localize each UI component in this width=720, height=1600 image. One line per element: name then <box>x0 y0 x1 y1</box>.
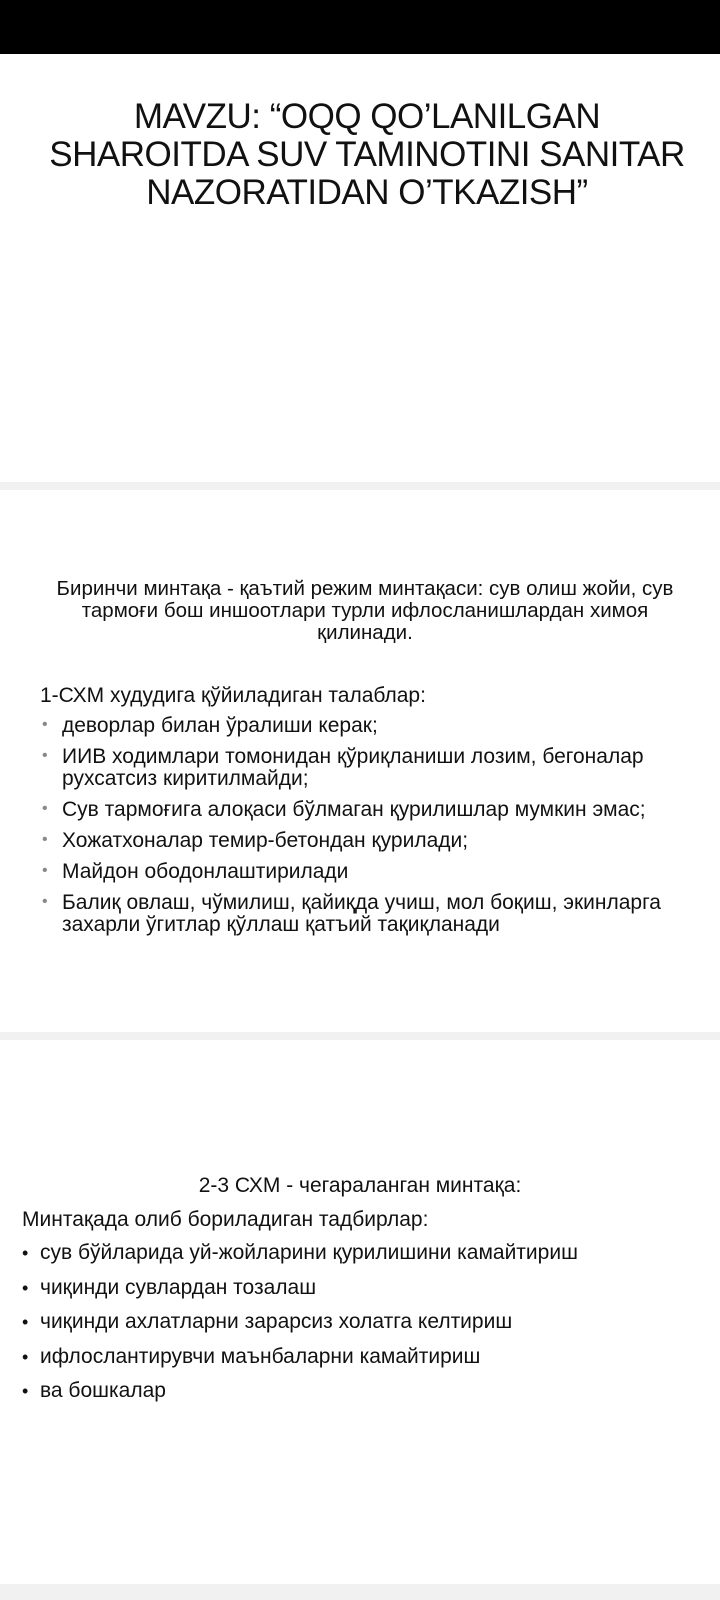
bullet-icon: • <box>42 893 48 910</box>
bullet-icon: • <box>22 1381 29 1401</box>
list-item-text: чиқинди ахлатларни зарарсиз холатга келтириш <box>40 1310 513 1333</box>
bullet-icon: • <box>42 831 48 848</box>
list-item <box>22 1241 702 1265</box>
list-item <box>22 1276 702 1300</box>
list-item <box>22 1310 702 1334</box>
slide-3 <box>0 1040 720 1584</box>
list-item-text: Хожатхоналар темир-бетондан қурилади; <box>62 829 469 852</box>
list-item <box>22 1379 702 1403</box>
list-item-text: ифлослантирувчи маънбаларни камайтириш <box>40 1344 481 1368</box>
bullet-icon: • <box>22 1243 29 1263</box>
slide-2 <box>0 490 720 1032</box>
list-item-text: сув бўйларида уй-жойларини қурилишини камайтириш <box>40 1241 578 1264</box>
bullet-icon: • <box>42 862 48 879</box>
list-item <box>40 799 690 821</box>
list-item-text: ва бошкалар <box>40 1379 166 1402</box>
list-item-text: ИИВ ходимлари томонидан қўриқланиши лозим, бегоналар рухсатсиз киритилмайди; <box>62 745 644 790</box>
list-item-text: деворлар билан ўралиши керак; <box>62 714 378 737</box>
bullet-icon: • <box>22 1277 29 1298</box>
slide-heading: Биринчи минтақа - қаътий режим минтақаси: сув олиш жойи, сув тармоғи бош иншоотлари турли ифлосланишлардан химоя қилинади. <box>56 577 674 644</box>
list-item-text: чиқинди сувлардан тозалаш <box>40 1275 317 1299</box>
requirements-list <box>40 715 690 945</box>
slide-title: MAVZU: “OQQ QO’LANILGAN SHAROITDA SUV TAMINOTINI SANITAR NAZORATIDAN O’TKAZISH” <box>49 97 685 212</box>
bullet-icon: • <box>42 800 48 817</box>
slide-heading: 2-3 СХМ - чегараланган минтақа: <box>198 1174 522 1197</box>
list-intro: Минтақада олиб бориладиган тадбирлар: <box>22 1208 429 1231</box>
list-item <box>40 892 690 936</box>
bullet-icon: • <box>42 716 48 733</box>
list-intro: 1-СХМ худудига қўйиладиган талаблар: <box>40 684 426 707</box>
list-item <box>40 861 690 883</box>
slide-1 <box>0 54 720 482</box>
status-bar <box>0 0 720 54</box>
list-item <box>40 746 690 790</box>
list-item-text: Сув тармоғига алоқаси бўлмаган қурилишлар мумкин эмас; <box>62 798 646 821</box>
list-item <box>40 830 690 852</box>
bullet-icon: • <box>22 1312 29 1332</box>
measures-list <box>22 1241 702 1414</box>
bullet-icon: • <box>42 747 48 764</box>
list-item <box>40 715 690 737</box>
list-item-text: Балиқ овлаш, чўмилиш, қайиқда учиш, мол боқиш, экинларга захарли ўгитлар қўллаш қатъий тақиқланади <box>62 891 661 936</box>
bullet-icon: • <box>22 1346 29 1367</box>
list-item-text: Майдон ободонлаштирилади <box>62 860 349 883</box>
list-item <box>22 1345 702 1369</box>
